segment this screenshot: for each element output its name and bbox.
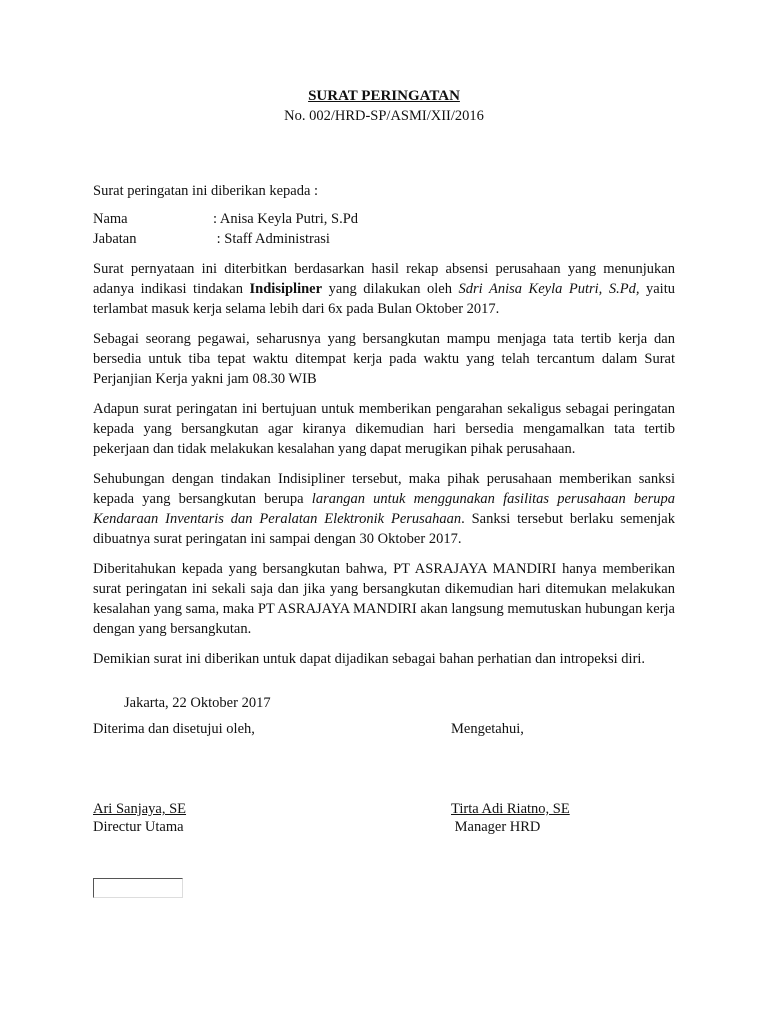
field-row-name	[93, 209, 675, 229]
recipient-fields	[93, 209, 675, 249]
field-row-position	[93, 229, 675, 249]
letter-body	[93, 181, 675, 679]
p1-text-b: yang dilakukan oleh	[322, 281, 459, 297]
signature-right	[451, 720, 691, 836]
empty-box	[93, 878, 183, 898]
field-value-name: : Anisa Keyla Putri, S.Pd	[213, 211, 359, 227]
letter-number: No. 002/HRD-SP/ASMI/XII/2016	[284, 108, 484, 124]
place-date: Jakarta, 22 Oktober 2017	[124, 695, 271, 711]
letter-title: SURAT PERINGATAN	[308, 88, 460, 104]
p4-text-a: Sehubungan dengan tindakan Indisipliner tersebut, maka pihak perusahaan memberikan sanksi kepada yang bersangkutan berupa	[93, 471, 675, 507]
right-signer-name: Tirta Adi Riatno, SE	[451, 801, 570, 817]
field-label-name: Nama	[93, 211, 128, 227]
field-label-position: Jabatan	[93, 231, 137, 247]
paragraph-6: Demikian surat ini diberikan untuk dapat dijadikan sebagai bahan perhatian dan intropeksi diri.	[93, 651, 646, 667]
left-caption: Diterima dan disetujui oleh,	[93, 721, 255, 737]
p1-italic: Sdri Anisa Keyla Putri, S.Pd,	[458, 281, 640, 297]
signature-left	[93, 720, 393, 836]
p1-text-c: yaitu terlambat masuk kerja selama lebih dari 6x pada Bulan Oktober 2017.	[93, 281, 675, 317]
p1-bold: Indisipliner	[249, 281, 323, 297]
paragraph-2: Sebagai seorang pegawai, seharusnya yang bersangkutan mampu menjaga tata tertib kerja dan bersedia untuk tiba tepat waktu ditempat kerja pada waktu yang telah tercantum dalam Surat Perjanjian Kerja yakni jam 08.30 WIB	[93, 331, 675, 387]
paragraph-5: Diberitahukan kepada yang bersangkutan bahwa, PT ASRAJAYA MANDIRI hanya memberikan surat peringatan ini sekali saja dan jika yang bersangkutan dikemudian hari ditemukan melakukan kesalahan yang sama, maka PT ASRAJAYA MANDIRI akan langsung memutuskan hubungan kerja dengan yang bersangkutan.	[93, 561, 675, 637]
paragraph-4	[93, 469, 675, 549]
left-signer-position: Directur Utama	[93, 819, 184, 835]
field-value-position: : Staff Administrasi	[213, 231, 330, 247]
p4-text-b: . Sanksi tersebut berlaku semenjak dibuatnya surat peringatan ini sampai dengan 30 Oktober 2017.	[93, 511, 675, 547]
paragraph-3: Adapun surat peringatan ini bertujuan untuk memberikan pengarahan sekaligus sebagai peringatan kepada yang bersangkutan agar kiranya dikemudian hari bersedia mengamalkan tata tertib pekerjaan dan tidak melakukan kesalahan yang dapat merugikan pihak perusahaan.	[93, 401, 675, 457]
left-signer-name: Ari Sanjaya, SE	[93, 801, 187, 817]
right-caption: Mengetahui,	[451, 721, 524, 737]
letter-header	[0, 86, 768, 126]
p1-text-a: Surat pernyataan ini diterbitkan berdasarkan hasil rekap absensi perusahaan yang menunjukan adanya indikasi tindakan	[93, 261, 675, 297]
paragraph-1	[93, 259, 675, 319]
intro-line: Surat peringatan ini diberikan kepada :	[93, 183, 319, 199]
right-signer-position: Manager HRD	[451, 819, 541, 835]
p4-italic: larangan untuk menggunakan fasilitas perusahaan berupa Kendaraan Inventaris dan Peralatan Elektronik Perusahaan	[93, 491, 675, 527]
